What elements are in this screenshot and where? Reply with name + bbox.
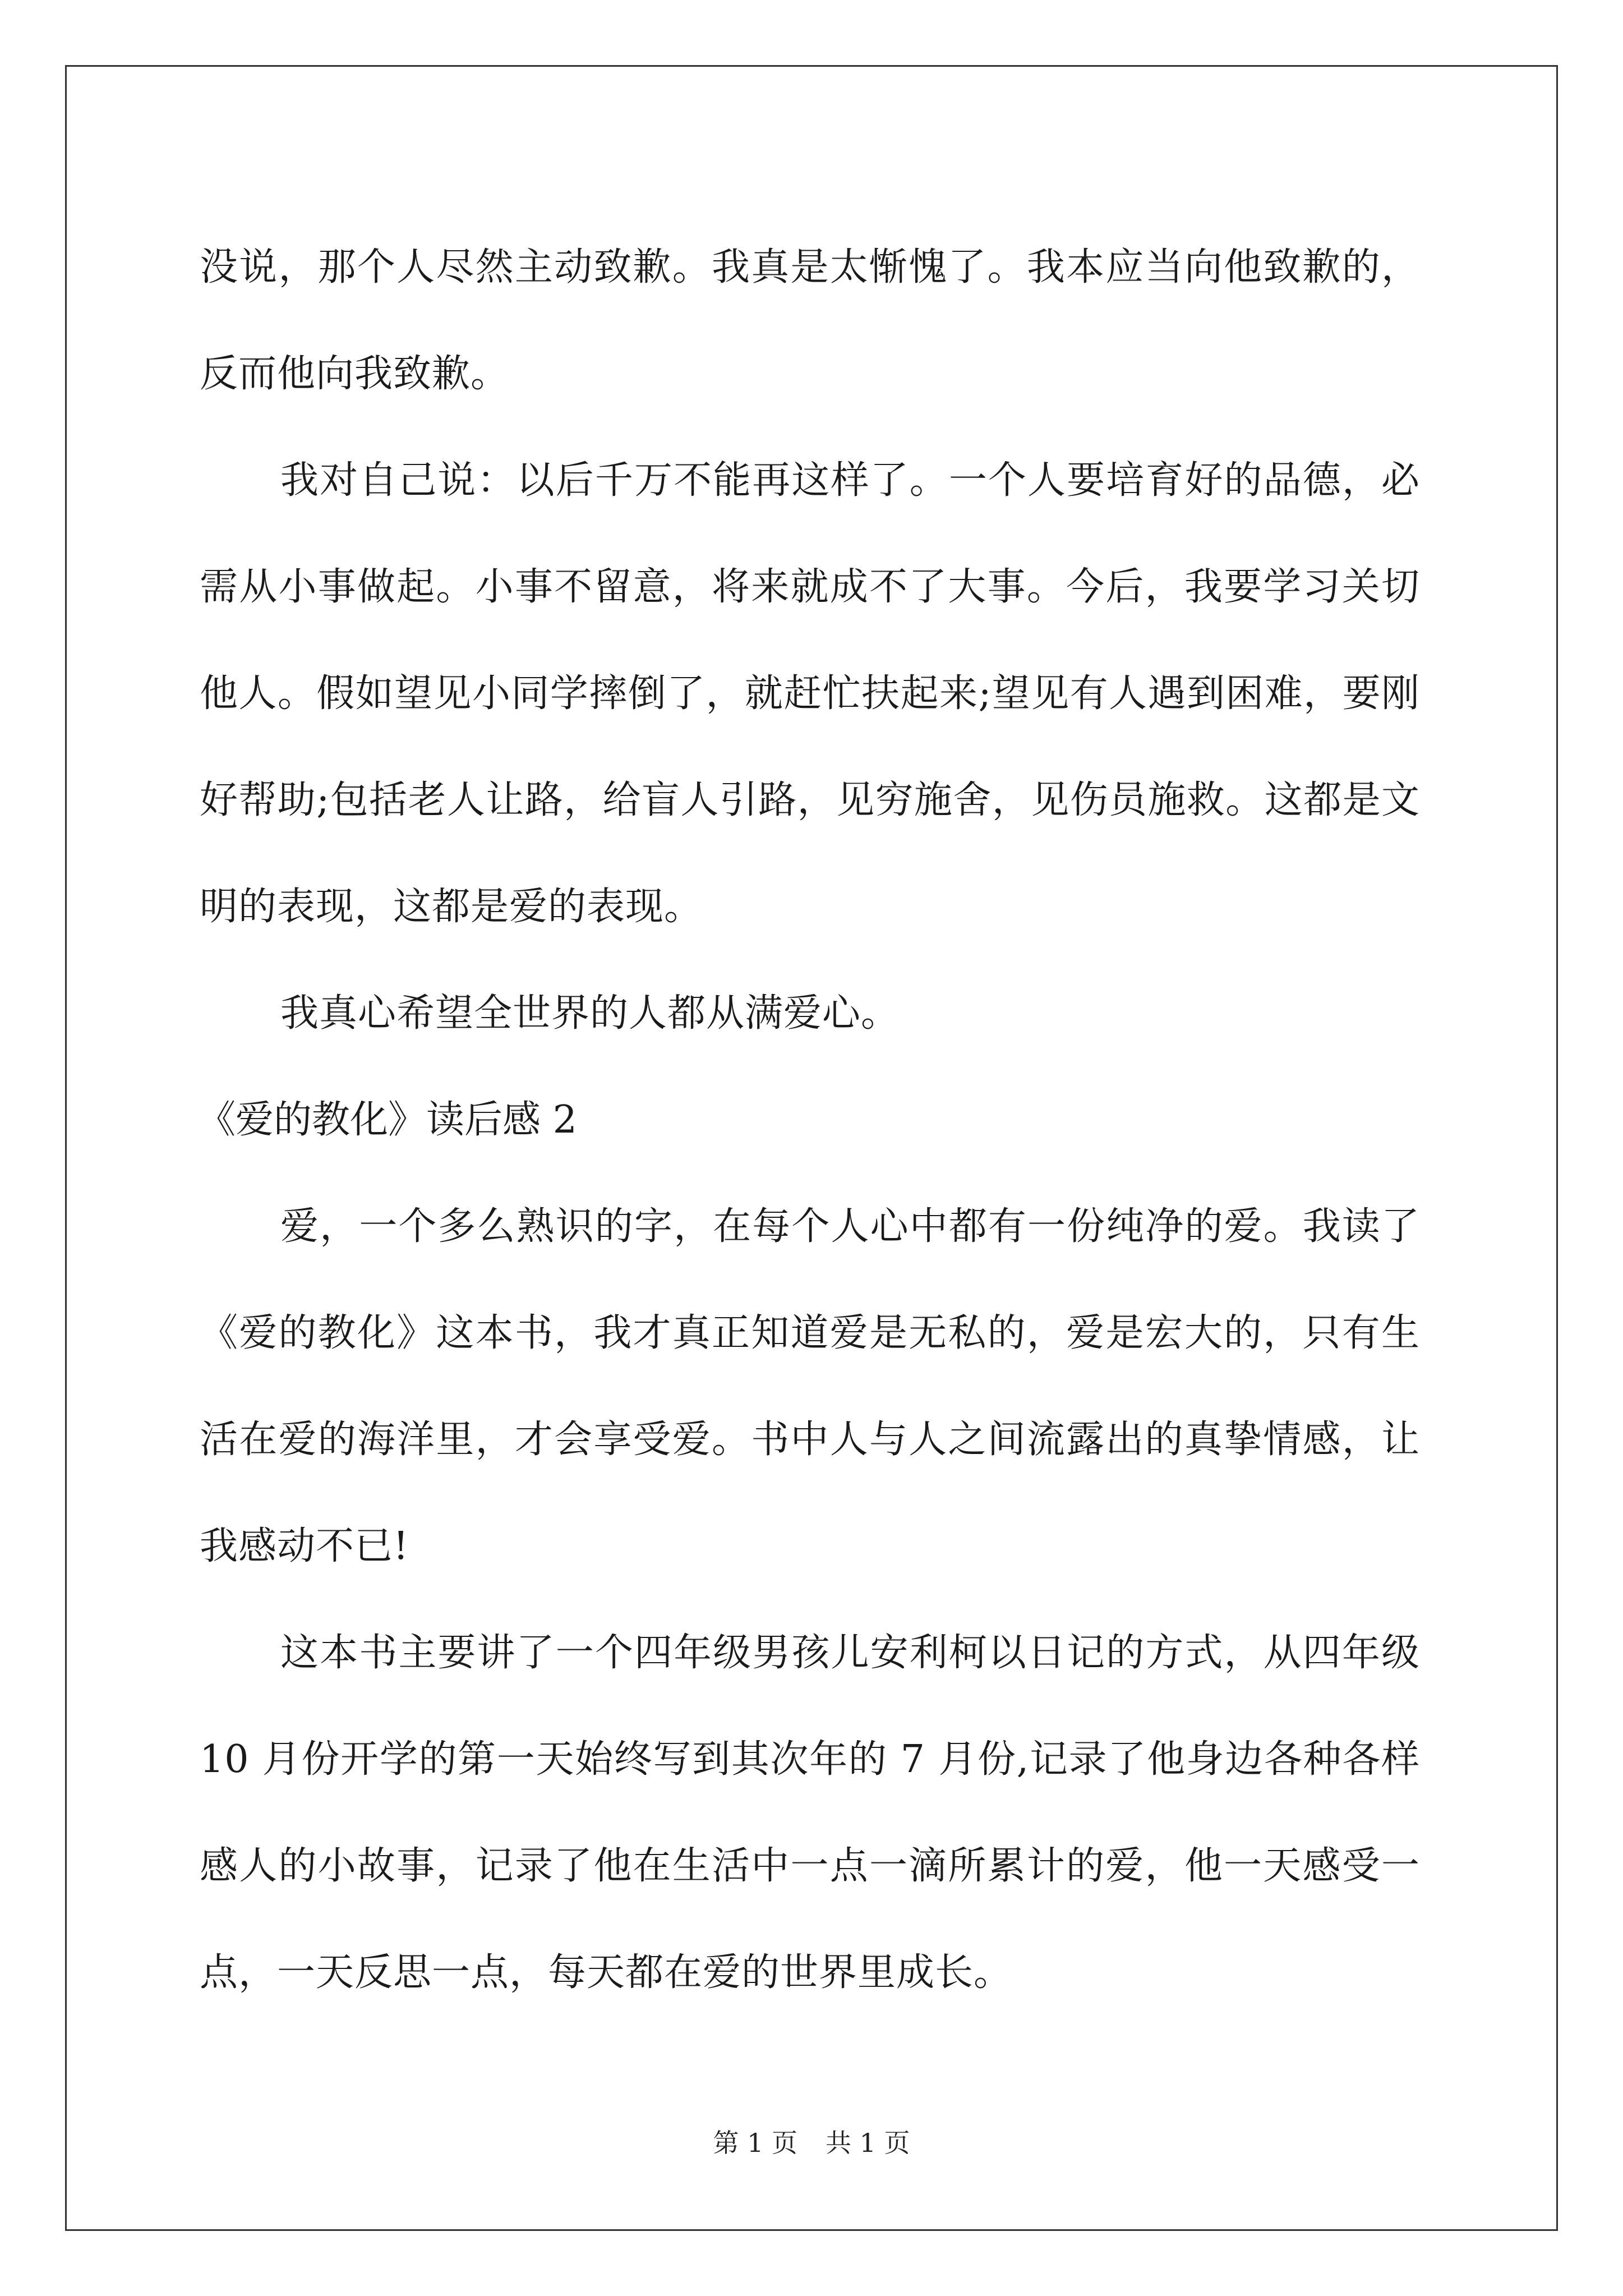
section-heading: 《爱的教化》读后感 2 (197, 1098, 577, 1142)
paragraph-4: 爱，一个多么熟识的字，在每个人心中都有一份纯净的爱。我读了《爱的教化》这本书，我才真正知道爱是无私的，爱是宏大的，只有生活在爱的海洋里，才会享受爱。书中人与人之间流露出的真挚情感，让我感动不已! (200, 1204, 1420, 1568)
page-footer (0, 2126, 1623, 2160)
paragraph-3: 我真心希望全世界的人都从满爱心。 (280, 991, 900, 1036)
page-number-current: 第 1 页 (713, 2128, 797, 2158)
document-body (197, 214, 1420, 2026)
paragraph-5: 这本书主要讲了一个四年级男孩儿安利柯以日记的方式，从四年级 10 月份开学的第一天始终写到其次年的 7 月份,记录了他身边各种各样感人的小故事，记录了他在生活中一点一滴所累计的爱，他一天感受一点，一天反思一点，每天都在爱的世界里成长。 (200, 1631, 1420, 1995)
paragraph-1: 没说，那个人尽然主动致歉。我真是太惭愧了。我本应当向他致歉的，反而他向我致歉。 (200, 245, 1420, 396)
paragraph-2: 我对自己说：以后千万不能再这样了。一个人要培育好的品德，必需从小事做起。小事不留意，将来就成不了大事。今后，我要学习关切他人。假如望见小同学摔倒了，就赶忙扶起来;望见有人遇到困难，要刚好帮助;包括老人让路，给盲人引路，见穷施舍，见伤员施救。这都是文明的表现，这都是爱的表现。 (200, 458, 1420, 929)
page-number-total: 共 1 页 (826, 2128, 910, 2158)
